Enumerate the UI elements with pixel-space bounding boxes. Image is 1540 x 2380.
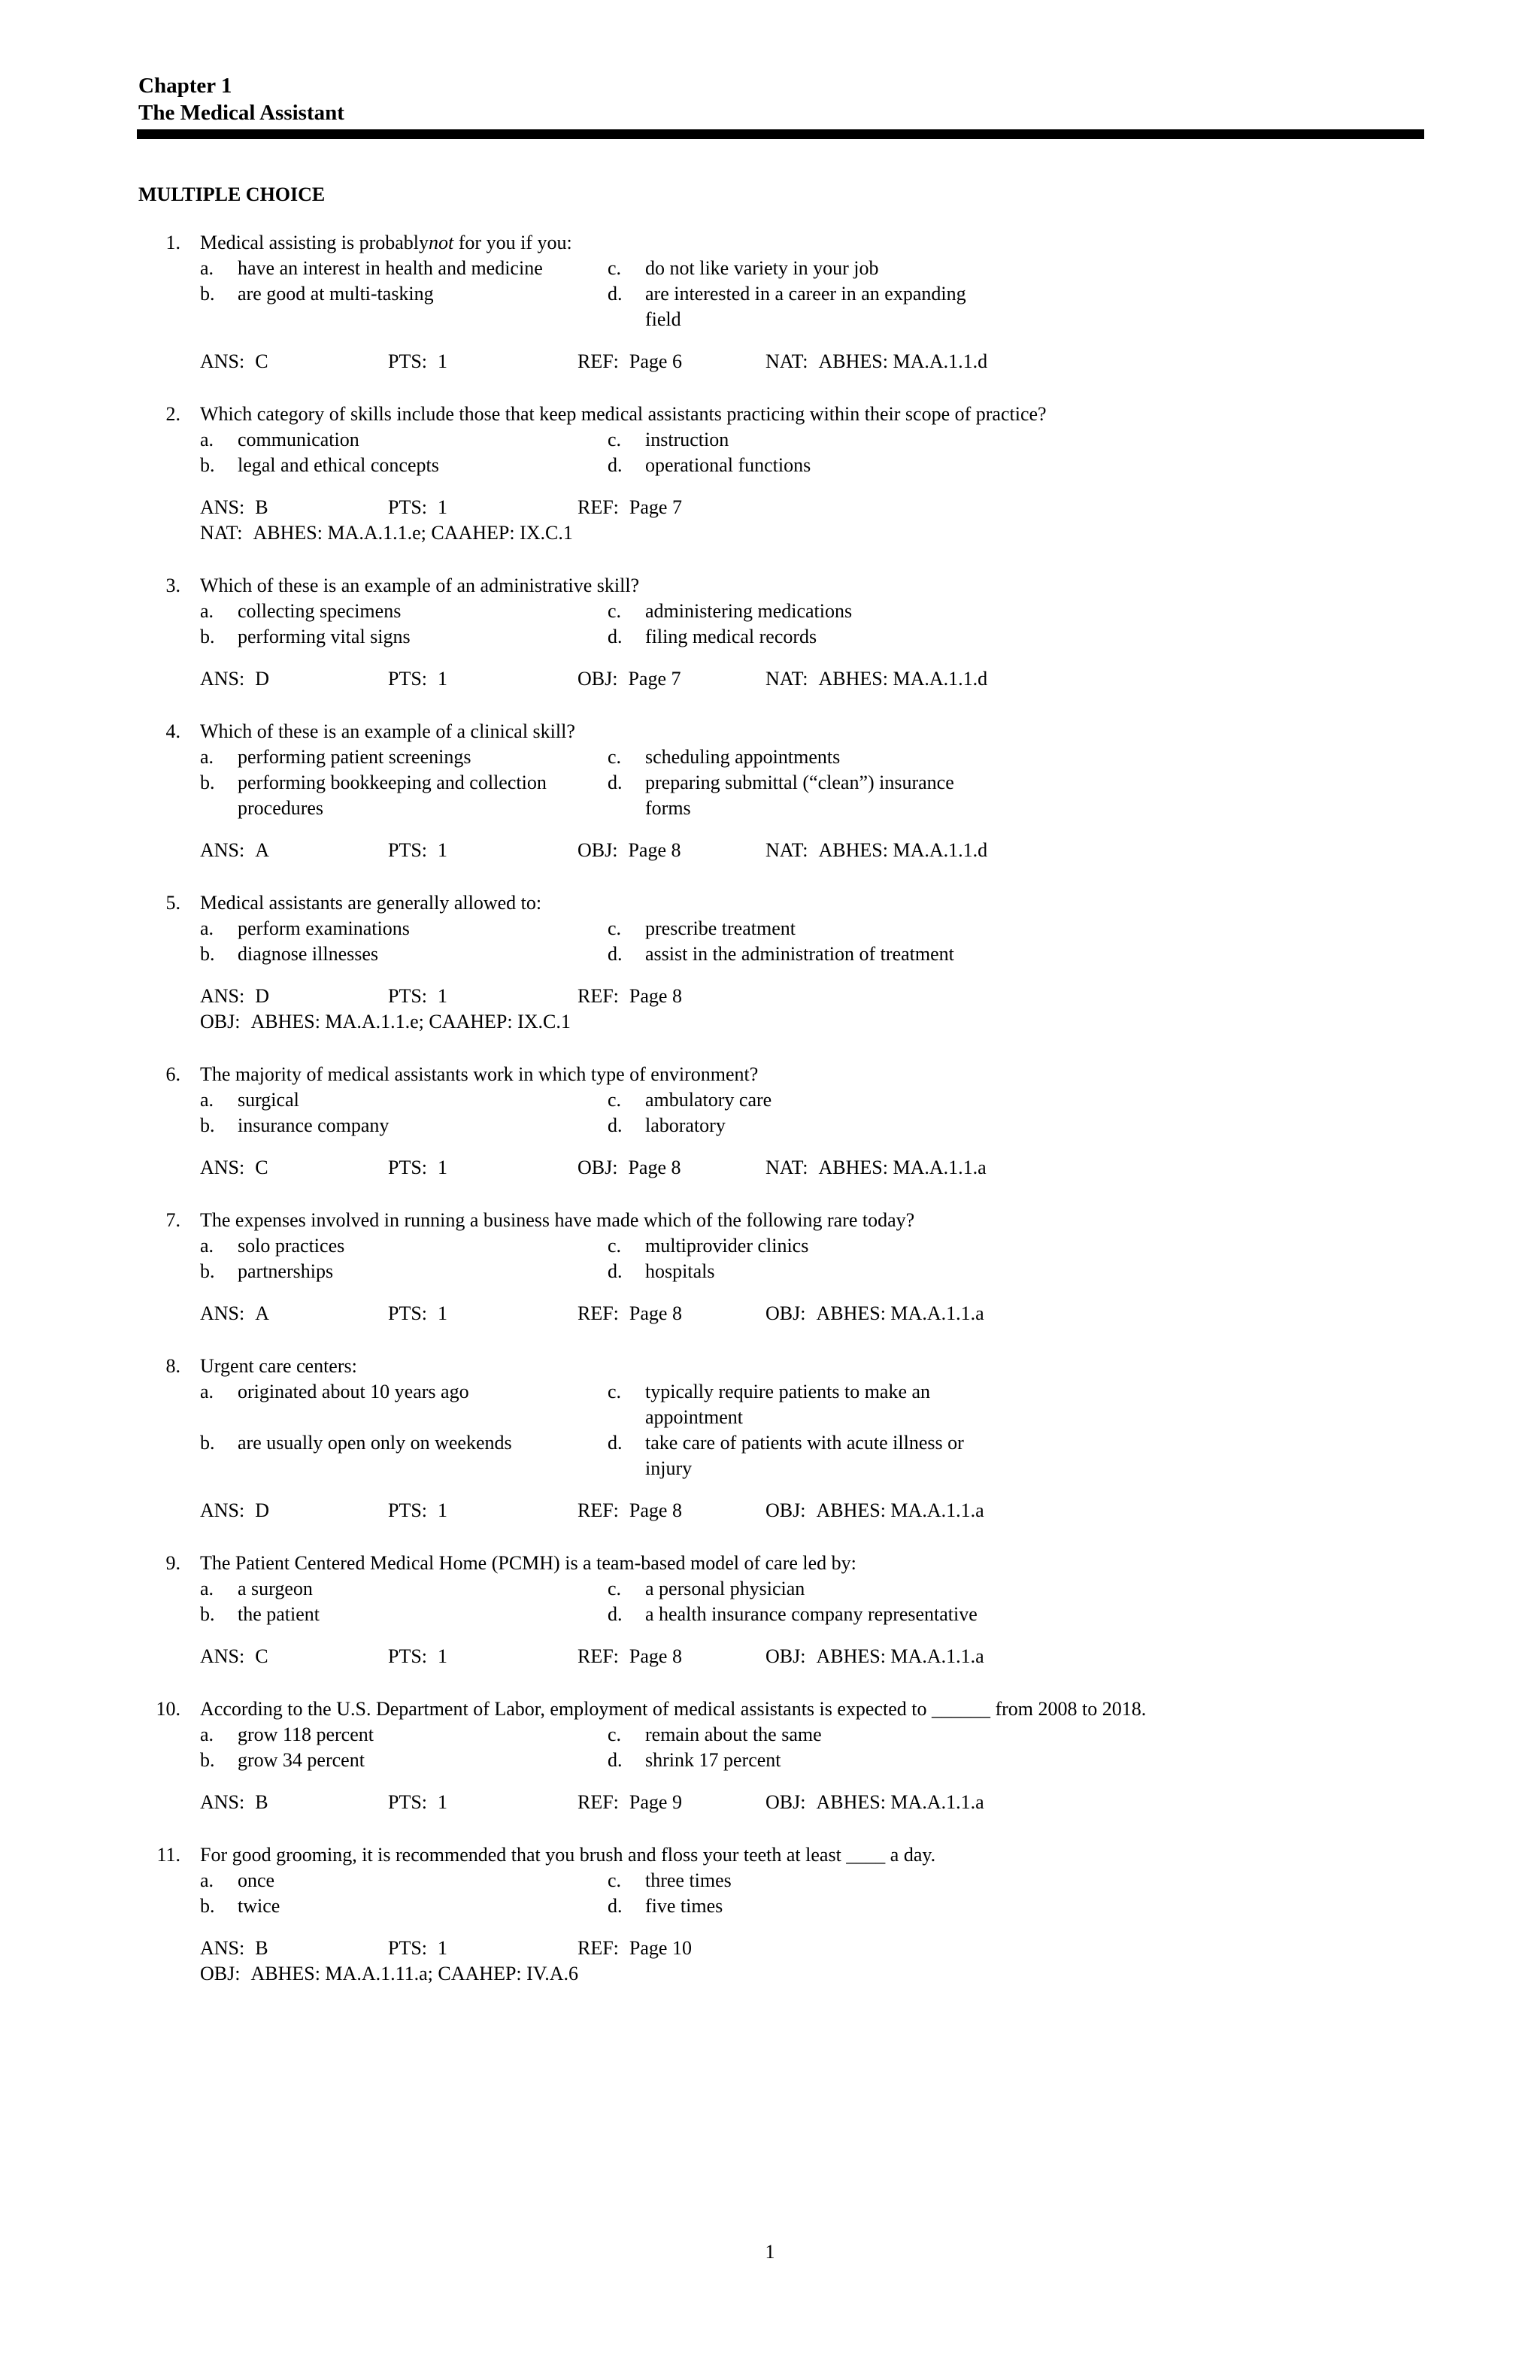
question-stem (200, 230, 572, 256)
question-stem: According to the U.S. Department of Labor, employment of medical assistants is expected to ______ from 2008 to 2018. (200, 1698, 1147, 1720)
chapter-number: Chapter 1 (138, 74, 232, 98)
question-stem: The Patient Centered Medical Home (PCMH) is a team-based model of care led by: (200, 1552, 856, 1574)
question-stem: The expenses involved in running a business have made which of the following rare today? (200, 1209, 915, 1231)
question-stem: For good grooming, it is recommended that you brush and floss your teeth at least ____ a day. (200, 1844, 936, 1866)
chapter-title: The Medical Assistant (138, 101, 344, 125)
question-number: 1. (165, 232, 180, 253)
question-stem: Medical assistants are generally allowed to: (200, 892, 542, 914)
question-number: 6. (165, 1063, 180, 1085)
question-stem: Urgent care centers: (200, 1355, 357, 1377)
question-number: 4. (165, 720, 180, 742)
question-stem: The majority of medical assistants work in which type of environment? (200, 1063, 759, 1085)
question-number: 10. (156, 1698, 180, 1720)
chapter-header (138, 72, 344, 126)
question-number: 2. (165, 403, 180, 425)
question-number: 11. (156, 1844, 180, 1866)
section-title: MULTIPLE CHOICE (138, 183, 326, 205)
page-number: 1 (765, 2241, 775, 2263)
question-number: 9. (165, 1552, 180, 1574)
stem-post: for you if you: (453, 232, 572, 253)
stem-emphasis: not (429, 232, 454, 253)
header-rule (137, 129, 1424, 139)
question-number: 3. (165, 575, 180, 596)
question-stem: Which of these is an example of an administrative skill? (200, 575, 640, 596)
stem-pre: Medical assisting is probably (200, 232, 429, 253)
question-number: 7. (165, 1209, 180, 1231)
question-stem: Which category of skills include those that keep medical assistants practicing within their scope of practice? (200, 403, 1047, 425)
question-number: 8. (165, 1355, 180, 1377)
question-stem: Which of these is an example of a clinical skill? (200, 720, 575, 742)
question-number: 5. (165, 892, 180, 914)
